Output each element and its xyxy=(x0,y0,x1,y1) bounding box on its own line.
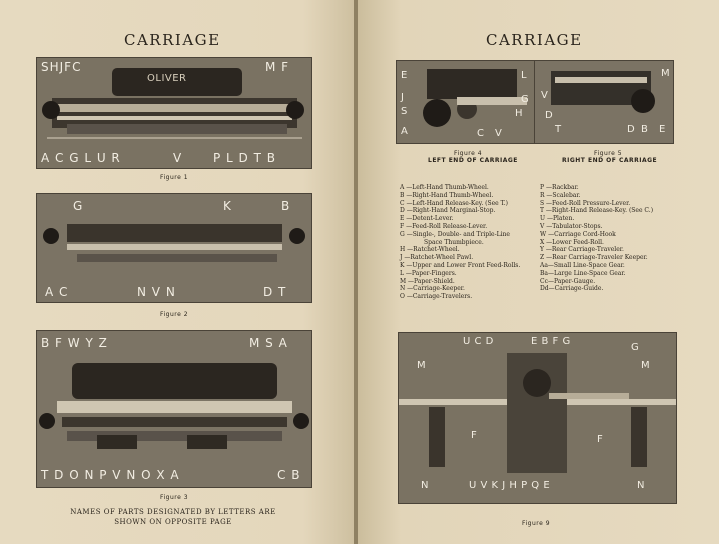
carriage-mechanism-illustration xyxy=(399,333,676,503)
legend-item: O —Carriage-Travelers. xyxy=(400,293,473,301)
legend-item: L —Paper-Fingers. xyxy=(400,269,457,277)
oliver-brand-label: OLIVER xyxy=(147,73,187,84)
legend-item: C —Left-Hand Release-Key. (See T.) xyxy=(400,199,508,207)
legend-item: T —Right-Hand Release-Key. (See C.) xyxy=(540,207,654,215)
figure-1-photo xyxy=(36,57,312,169)
figure-5-label-t: T xyxy=(555,124,562,135)
legend-item: N —Carriage-Keeper. xyxy=(400,285,465,293)
left-page-title: CARRIAGE xyxy=(124,31,221,49)
figure-9-label-m-right: M xyxy=(641,360,651,371)
right-page xyxy=(358,0,719,544)
parts-legend-right xyxy=(540,184,653,293)
legend-item: H —Ratchet-Wheel. xyxy=(400,246,460,254)
figure-2-bottom-labels-left: A C xyxy=(45,285,69,299)
figure-9-label-f-left: F xyxy=(471,430,478,441)
figure-4-label-l: L xyxy=(521,70,528,81)
figure-2-top-k: K xyxy=(223,199,232,213)
figure-2-caption: Figure 2 xyxy=(160,311,189,318)
figure-9-bottom-labels: U V K J H P Q E xyxy=(469,480,551,491)
legend-item: D —Right-Hand Marginal-Stop. xyxy=(400,207,496,215)
legend-item: G —Single-, Double- and Triple-Line xyxy=(400,230,510,238)
legend-item: B —Right-Hand Thumb-Wheel. xyxy=(400,191,494,199)
figure-4-label-v: V xyxy=(495,128,503,139)
figure-1-caption: Figure 1 xyxy=(160,174,189,181)
figure-5-label-v: V xyxy=(541,90,549,101)
legend-item: J —Ratchet-Wheel Pawl. xyxy=(400,254,474,262)
legend-item: A —Left-Hand Thumb-Wheel. xyxy=(400,184,489,191)
legend-item-continuation: Space Thumbpiece. xyxy=(424,238,484,246)
figure-4-label-c: C xyxy=(477,128,485,139)
figure-5-label-e: E xyxy=(659,124,666,135)
legend-item: P —Rackbar. xyxy=(540,184,579,191)
figure-2-photo xyxy=(36,193,312,303)
legend-item: M —Paper-Shield. xyxy=(400,277,455,285)
legend-item: U —Platen. xyxy=(540,215,575,223)
figure-9-label-n-right: N xyxy=(637,480,645,491)
legend-item: W —Carriage Cord-Hook xyxy=(540,230,616,238)
figure-1-top-labels-left: SHJFC xyxy=(41,60,82,74)
figure-9-label-f-right: F xyxy=(597,434,604,445)
figure-9-caption: Figure 9 xyxy=(522,520,551,527)
figure-9-top-labels-b: E B F G xyxy=(531,336,571,347)
figure-4-label-a: A xyxy=(401,126,409,137)
legend-item: F —Feed-Roll Release-Lever. xyxy=(400,222,488,230)
figure-3-top-labels-left: B F W Y Z xyxy=(41,336,108,350)
figure-9-top-labels-a: U C D xyxy=(463,336,494,347)
legend-item: Dd—Carriage-Guide. xyxy=(540,285,604,293)
figure-2-top-g: G xyxy=(73,199,84,213)
figure-3-top-labels-right: M S A xyxy=(249,336,288,350)
carriage-rear-illustration xyxy=(37,331,311,487)
legend-item: S —Feed-Roll Pressure-Lever. xyxy=(540,199,631,207)
figure-9-label-m-left: M xyxy=(417,360,427,371)
legend-item: V —Tabulator-Stops. xyxy=(540,222,603,230)
legend-item: X —Lower Feed-Roll. xyxy=(540,238,604,246)
figure-5-label-b: B xyxy=(641,124,649,135)
figure-3-photo xyxy=(36,330,312,488)
figure-3-caption: Figure 3 xyxy=(160,494,189,501)
figure-5-caption: Figure 5 xyxy=(594,150,623,157)
figure-1-top-labels-right: M F xyxy=(265,60,290,74)
figure-4-label-s: S xyxy=(401,106,408,117)
figure-4-subtitle: LEFT END OF CARRIAGE xyxy=(428,157,518,164)
figure-5-label-d: D xyxy=(545,110,554,121)
figure-4-label-e: E xyxy=(401,70,408,81)
parts-legend-left xyxy=(400,184,520,301)
legend-item: Y —Rear Carriage-Traveler. xyxy=(540,246,624,254)
figure-5-label-m: M xyxy=(661,68,671,79)
legend-item: Z —Rear Carriage-Traveler Keeper. xyxy=(540,254,648,262)
legend-item: Cc—Paper-Gauge. xyxy=(540,277,596,285)
left-page xyxy=(0,0,356,544)
legend-item: Aa—Small Line-Space Gear. xyxy=(540,261,625,269)
opposite-page-note: NAMES OF PARTS DESIGNATED BY LETTERS ARE SHOWN ON OPPOSITE PAGE xyxy=(70,508,276,526)
figure-4-photo xyxy=(396,60,536,144)
figure-9-photo xyxy=(398,332,677,504)
left-end-illustration xyxy=(397,61,535,143)
figure-2-top-b: B xyxy=(281,199,291,213)
figure-4-label-g: G xyxy=(521,94,530,105)
legend-item: E —Detent-Lever. xyxy=(400,215,454,223)
figure-2-bottom-labels-right: D T xyxy=(263,285,287,299)
figure-9-label-n-left: N xyxy=(421,480,429,491)
legend-item: Ba—Large Line-Space Gear. xyxy=(540,269,626,277)
figure-3-bottom-labels: T D O N P V N O X A xyxy=(41,468,180,482)
figure-1-bottom-labels-left: A C G L U R xyxy=(41,151,121,165)
figure-5-subtitle: RIGHT END OF CARRIAGE xyxy=(562,157,658,164)
figure-3-bottom-labels-right: C B xyxy=(277,468,301,482)
figure-4-label-h: H xyxy=(515,108,524,119)
figure-4-caption: Figure 4 xyxy=(454,150,483,157)
figure-9-label-g: G xyxy=(631,342,640,353)
right-page-title: CARRIAGE xyxy=(486,31,583,49)
figure-1-bottom-labels-right: P L D T B xyxy=(213,151,276,165)
legend-item: R —Scalebar. xyxy=(540,191,581,199)
figure-5-label-d2: D xyxy=(627,124,636,135)
figure-5-photo xyxy=(534,60,674,144)
legend-item: K —Upper and Lower Front Feed-Rolls. xyxy=(400,261,521,269)
figure-1-bottom-label-mid: V xyxy=(173,151,183,165)
figure-2-bottom-labels-mid: N V N xyxy=(137,285,176,299)
figure-4-label-j: J xyxy=(401,92,405,103)
